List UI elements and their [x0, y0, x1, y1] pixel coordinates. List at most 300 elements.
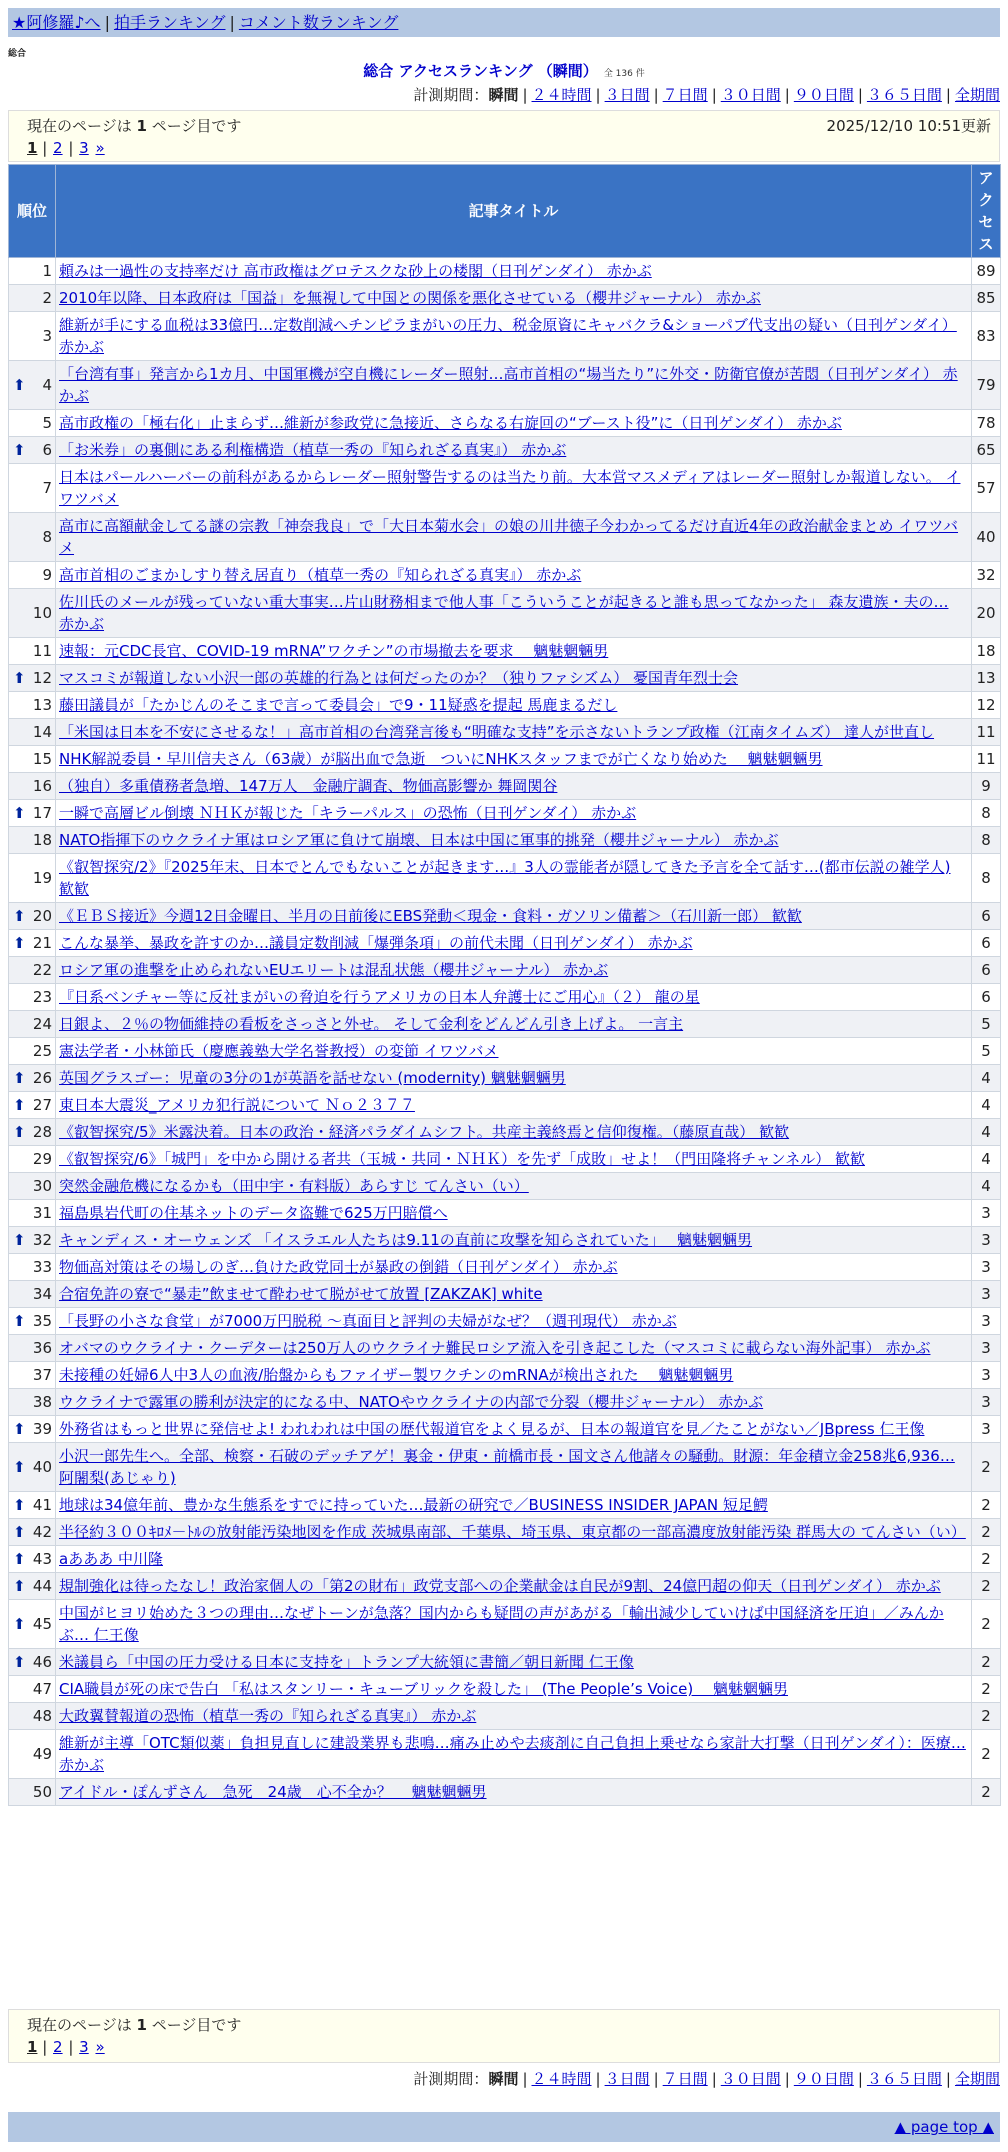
article-link[interactable]: 速報：元CDC長官、COVID-19 mRNA”ワクチン”の市場撤去を要求 魑魅魍魎男 — [59, 642, 609, 660]
period-link[interactable]: ９０日間 — [793, 2070, 854, 2088]
page-separator: | — [37, 139, 53, 157]
rank-cell — [9, 903, 56, 930]
access-count: 89 — [972, 258, 1001, 285]
up-arrow-icon: ⬆ — [13, 441, 26, 459]
access-count: 3 — [972, 1308, 1001, 1335]
period-separator: | — [522, 86, 528, 104]
rank-cell — [9, 1546, 56, 1573]
rank-cell — [9, 854, 56, 903]
rank-cell — [9, 1254, 56, 1281]
page-link[interactable]: 2 — [53, 139, 63, 157]
period-link[interactable]: 全期間 — [954, 86, 1000, 104]
article-link[interactable]: キャンディス・オーウェンズ 「イスラエル人たちは9.11の直前に攻撃を知らされていた」 魑魅魍魎男 — [59, 1231, 753, 1249]
rank-number: 30 — [32, 1177, 52, 1195]
table-row — [9, 773, 1001, 800]
table-row — [9, 692, 1001, 719]
article-link[interactable]: 中国がヒヨリ始めた３つの理由…なぜトーンが急落？国内からも疑問の声があがる「輸出減少していけば中国経済を圧迫」／みんかぶ… 仁王像 — [59, 1604, 944, 1644]
article-link[interactable]: 高市政権の「極右化」止まらず…維新が参政党に急接近、さらなる右旋回の“ブースト役”に（日刊ゲンダイ） 赤かぶ — [59, 414, 842, 432]
page-title-text: 総合 アクセスランキング （瞬間） — [363, 62, 598, 80]
rank-number: 35 — [32, 1312, 52, 1330]
access-count: 3 — [972, 1362, 1001, 1389]
paging-box-bottom — [8, 2009, 1000, 2063]
rank-number: 45 — [32, 1615, 52, 1633]
rank-cell — [9, 1119, 56, 1146]
rank-cell — [9, 719, 56, 746]
rank-number: 40 — [32, 1458, 52, 1476]
table-row — [9, 312, 1001, 361]
article-link[interactable]: こんな暴挙、暴政を許すのか…議員定数削減「爆弾条項」の前代未聞（日刊ゲンダイ） 赤かぶ — [59, 934, 693, 952]
up-arrow-icon: ⬆ — [13, 1069, 26, 1087]
period-link[interactable]: ９０日間 — [793, 86, 854, 104]
table-row — [9, 464, 1001, 513]
up-arrow-icon: ⬆ — [13, 1523, 26, 1541]
page-title — [8, 60, 1000, 81]
rank-cell — [9, 513, 56, 562]
rank-number: 46 — [32, 1653, 52, 1671]
access-count: 8 — [972, 800, 1001, 827]
paging-current: 1 — [136, 2016, 147, 2034]
rank-cell — [9, 1389, 56, 1416]
article-link[interactable]: 日銀よ、２％の物価維持の看板をさっさと外せ。 そして金利をどんどん引き上げよ。 一言主 — [59, 1015, 684, 1033]
up-arrow-icon: ⬆ — [13, 1312, 26, 1330]
title-cell — [56, 692, 972, 719]
period-link[interactable]: 全期間 — [954, 2070, 1000, 2088]
article-link[interactable]: 小沢一郎先生へ。全部、検察・石破のデッチアゲ！裏金・伊東・前橋市長・国文さん他諸々の騒動。財源：年金積立金258兆6,936… 阿闍梨(あじゃり) — [59, 1447, 955, 1487]
paging-suffix: ページ目です — [151, 117, 242, 135]
home-link[interactable]: ★阿修羅♪へ — [12, 13, 101, 32]
page-link[interactable]: 2 — [53, 2038, 63, 2056]
rank-header: 順位 — [9, 165, 56, 258]
access-count: 8 — [972, 854, 1001, 903]
up-arrow-icon: ⬆ — [13, 1420, 26, 1438]
period-separator: | — [595, 86, 601, 104]
rank-number: 12 — [32, 669, 52, 687]
article-link[interactable]: 「お米券」の裏側にある利権構造（植草一秀の『知られざる真実』） 赤かぶ — [59, 441, 567, 459]
access-count: 2 — [972, 1600, 1001, 1649]
access-count: 2 — [972, 1573, 1001, 1600]
table-row — [9, 719, 1001, 746]
title-cell — [56, 361, 972, 410]
title-cell — [56, 258, 972, 285]
article-link[interactable]: 日本はパールハーバーの前科があるからレーダー照射警告するのは当たり前。大本営マスメディアはレーダー照射しか報道しない。 イワツバメ — [59, 468, 961, 508]
title-cell — [56, 827, 972, 854]
period-link[interactable]: ２４時間 — [531, 2070, 592, 2088]
access-count: 6 — [972, 984, 1001, 1011]
rank-cell — [9, 258, 56, 285]
rank-number: 24 — [32, 1015, 52, 1033]
table-row — [9, 1092, 1001, 1119]
comment-ranking-link[interactable]: コメント数ランキング — [238, 13, 399, 32]
access-count: 57 — [972, 464, 1001, 513]
rank-number: 2 — [42, 289, 52, 307]
article-link[interactable]: 物価高対策はその場しのぎ…負けた政党同士が暴政の倒錯（日刊ゲンダイ） 赤かぶ — [59, 1258, 618, 1276]
rank-cell — [9, 638, 56, 665]
rank-cell — [9, 930, 56, 957]
title-cell — [56, 854, 972, 903]
article-link[interactable]: ウクライナで露軍の勝利が決定的になる中、NATOやウクライナの内部で分裂（櫻井ジャーナル） 赤かぶ — [59, 1393, 764, 1411]
table-row — [9, 1065, 1001, 1092]
rank-cell — [9, 1146, 56, 1173]
article-link[interactable]: 英国グラスゴー：児童の3分の1が英語を話せない (modernity) 魑魅魍魎男 — [59, 1069, 566, 1087]
period-separator: | — [857, 86, 863, 104]
period-link[interactable]: ２４時間 — [531, 86, 592, 104]
rank-cell — [9, 1519, 56, 1546]
table-row — [9, 1281, 1001, 1308]
rank-cell — [9, 1173, 56, 1200]
article-link[interactable]: 「台湾有事」発言から1カ月、中国軍機が空自機にレーダー照射…高市首相の“場当たり”に外交・防衛官僚が苦悶（日刊ゲンダイ） 赤かぶ — [59, 365, 958, 405]
title-cell — [56, 312, 972, 361]
rank-cell — [9, 1227, 56, 1254]
rank-number: 9 — [42, 566, 52, 584]
article-link[interactable]: 大政翼賛報道の恐怖（植草一秀の『知られざる真実』） 赤かぶ — [59, 1707, 477, 1725]
article-link[interactable]: 一瞬で高層ビル倒壊 ＮＨＫが報じた「キラーパルス」の恐怖（日刊ゲンダイ） 赤かぶ — [59, 804, 637, 822]
rank-cell — [9, 464, 56, 513]
rank-number: 13 — [32, 696, 52, 714]
article-link[interactable]: 佐川氏のメールが残っていない重大事実…片山財務相まで他人事「こういうことが起きると誰も思ってなかった」 森友遺族・夫の… 赤かぶ — [59, 593, 949, 633]
page-top-link[interactable]: ▲ page top ▲ — [894, 2118, 994, 2136]
article-link[interactable]: オバマのウクライナ・クーデターは250万人のウクライナ難民ロシア流入を引き起こした（マスコミに載らない海外記事） 赤かぶ — [59, 1339, 931, 1357]
article-link[interactable]: 米議員ら「中国の圧力受ける日本に支持を」トランプ大統領に書簡／朝日新聞 仁王像 — [59, 1653, 634, 1671]
rank-cell — [9, 312, 56, 361]
period-link[interactable]: ３６５日間 — [866, 2070, 942, 2088]
rank-number: 4 — [42, 376, 52, 394]
page-link[interactable]: 3 — [79, 139, 89, 157]
article-link[interactable]: 藤田議員が「たかじんのそこまで言って委員会」で9・11疑惑を提起 馬鹿まるだし — [59, 696, 618, 714]
up-arrow-icon: ⬆ — [13, 1123, 26, 1141]
rank-number: 10 — [32, 604, 52, 622]
table-row — [9, 513, 1001, 562]
rank-number: 43 — [32, 1550, 52, 1568]
article-link[interactable]: 福島県岩代町の住基ネットのデータ盗難で625万円賠償へ — [59, 1204, 448, 1222]
period-link[interactable]: ３０日間 — [720, 2070, 781, 2088]
article-link[interactable]: 『日系ベンチャー等に反社まがいの脅迫を行うアメリカの日本人弁護士にご用心』（２） 龍の星 — [59, 988, 700, 1006]
title-cell — [56, 1119, 972, 1146]
next-page-link[interactable]: » — [95, 139, 105, 157]
title-cell — [56, 957, 972, 984]
article-link[interactable]: 未接種の妊婦6人中3人の血液/胎盤からもファイザー製ワクチンのmRNAが検出された 魑魅魍魎男 — [59, 1366, 734, 1384]
page-separator: | — [37, 2038, 53, 2056]
updated-timestamp: 2025/12/10 10:51更新 — [826, 117, 991, 135]
rank-cell — [9, 1362, 56, 1389]
article-link[interactable]: 外務省はもっと世界に発信せよ! われわれは中国の歴代報道官をよく見るが、日本の報道官を見／たことがない／JBpress 仁王像 — [59, 1420, 925, 1438]
table-row — [9, 800, 1001, 827]
article-link[interactable]: 規制強化は待ったなし！政治家個人の「第2の財布」政党支部への企業献金は自民が9割、24億円超の仰天（日刊ゲンダイ） 赤かぶ — [59, 1577, 941, 1595]
period-current: 瞬間 — [488, 2070, 519, 2088]
rank-number: 7 — [42, 479, 52, 497]
title-cell — [56, 1573, 972, 1600]
rank-cell — [9, 1730, 56, 1779]
rank-number: 26 — [32, 1069, 52, 1087]
title-cell — [56, 589, 972, 638]
rank-cell — [9, 957, 56, 984]
table-row — [9, 562, 1001, 589]
paging-status — [27, 2014, 981, 2036]
period-link[interactable]: ３０日間 — [720, 86, 781, 104]
title-cell — [56, 1546, 972, 1573]
rank-number: 28 — [32, 1123, 52, 1141]
article-link[interactable]: 高市に高額献金してる謎の宗教「神奈我良」で「大日本菊水会」の娘の川井徳子今わかってるだけ直近4年の政治献金まとめ イワツバメ — [59, 517, 959, 557]
article-link[interactable]: ロシア軍の進撃を止められないEUエリートは混乱状態（櫻井ジャーナル） 赤かぶ — [59, 961, 609, 979]
period-separator: | — [784, 2070, 790, 2088]
article-link[interactable]: 合宿免許の寮で“暴走”飲ませて酔わせて脱がせて放置 [ZAKZAK] white — [59, 1285, 543, 1303]
table-row — [9, 1779, 1001, 1806]
page-current: 1 — [27, 2038, 38, 2056]
access-count: 6 — [972, 930, 1001, 957]
up-arrow-icon: ⬆ — [13, 1231, 26, 1249]
access-count: 85 — [972, 285, 1001, 312]
table-row — [9, 930, 1001, 957]
title-cell — [56, 1254, 972, 1281]
article-link[interactable]: 2010年以降、日本政府は「国益」を無視して中国との関係を悪化させている（櫻井ジャーナル） 赤かぶ — [59, 289, 761, 307]
up-arrow-icon: ⬆ — [13, 1458, 26, 1476]
rank-number: 31 — [32, 1204, 52, 1222]
next-page-link[interactable]: » — [95, 2038, 105, 2056]
period-label: 計測期間： — [413, 86, 489, 104]
rank-cell — [9, 1492, 56, 1519]
period-link[interactable]: ３６５日間 — [866, 86, 942, 104]
rank-cell — [9, 285, 56, 312]
title-cell — [56, 1065, 972, 1092]
rank-number: 5 — [42, 414, 52, 432]
access-count: 4 — [972, 1119, 1001, 1146]
article-link[interactable]: 地球は34億年前、豊かな生態系をすでに持っていた…最新の研究で／BUSINESS INSIDER JAPAN 短足鰐 — [59, 1496, 768, 1514]
table-row — [9, 1227, 1001, 1254]
table-row — [9, 1703, 1001, 1730]
rank-number: 18 — [32, 831, 52, 849]
table-row — [9, 285, 1001, 312]
title-cell — [56, 1492, 972, 1519]
period-separator: | — [711, 86, 717, 104]
rank-cell — [9, 665, 56, 692]
title-cell — [56, 1600, 972, 1649]
up-arrow-icon: ⬆ — [13, 1496, 26, 1514]
paging-prefix: 現在のページは — [27, 2016, 132, 2034]
period-link[interactable]: ３日間 — [604, 2070, 650, 2088]
article-link[interactable]: NATO指揮下のウクライナ軍はロシア軍に負けて崩壊、日本は中国に軍事的挑発（櫻井ジャーナル） 赤かぶ — [59, 831, 779, 849]
article-link[interactable]: 憲法学者・小林節氏（慶應義塾大学名誉教授）の変節 イワツバメ — [59, 1042, 499, 1060]
title-cell — [56, 1038, 972, 1065]
title-cell — [56, 1281, 972, 1308]
period-separator: | — [595, 2070, 601, 2088]
article-link[interactable]: 頼みは一過性の支持率だけ 高市政権はグロテスクな砂上の楼閣（日刊ゲンダイ） 赤かぶ — [59, 262, 652, 280]
table-row — [9, 1308, 1001, 1335]
title-cell — [56, 285, 972, 312]
page-link[interactable]: 3 — [79, 2038, 89, 2056]
title-cell — [56, 513, 972, 562]
rank-number: 50 — [32, 1783, 52, 1801]
rank-number: 6 — [42, 441, 52, 459]
access-count: 2 — [972, 1703, 1001, 1730]
access-count: 65 — [972, 437, 1001, 464]
period-separator: | — [653, 2070, 659, 2088]
article-link[interactable]: 半径約３００ｷﾛﾒ－ﾄﾙの放射能汚染地図を作成 茨城県南部、千葉県、埼玉県、東京都の一部高濃度放射能汚染 群馬大の てんさい（い） — [59, 1523, 966, 1541]
rank-number: 48 — [32, 1707, 52, 1725]
access-count: 3 — [972, 1254, 1001, 1281]
article-link[interactable]: aあああ 中川隆 — [59, 1550, 163, 1568]
article-link[interactable]: 《叡智探究/5》米露決着。日本の政治・経済パラダイムシフト。共産主義終焉と信仰復権。（藤原直哉） 歓歓 — [59, 1123, 790, 1141]
rank-number: 37 — [32, 1366, 52, 1384]
access-count: 79 — [972, 361, 1001, 410]
rank-number: 41 — [32, 1496, 52, 1514]
title-cell — [56, 437, 972, 464]
rank-number: 49 — [32, 1745, 52, 1763]
access-count: 11 — [972, 746, 1001, 773]
article-link[interactable]: 維新が主導「OTC類似薬」負担見直しに建設業界も悲鳴…痛み止めや去痰剤に自己負担上乗せなら家計大打撃（日刊ゲンダイ）：医療… 赤かぶ — [59, 1734, 966, 1774]
title-cell — [56, 773, 972, 800]
access-count: 3 — [972, 1227, 1001, 1254]
rank-cell — [9, 1335, 56, 1362]
period-current: 瞬間 — [488, 86, 519, 104]
title-cell — [56, 1649, 972, 1676]
rank-number: 32 — [32, 1231, 52, 1249]
rank-number: 1 — [42, 262, 52, 280]
rank-number: 11 — [32, 642, 52, 660]
pagination — [27, 2036, 981, 2058]
rank-cell — [9, 1649, 56, 1676]
article-link[interactable]: 東日本大震災_アメリカ犯行説について Ｎｏ２３７７ — [59, 1096, 415, 1114]
table-row — [9, 258, 1001, 285]
up-arrow-icon: ⬆ — [13, 1577, 26, 1595]
access-count: 3 — [972, 1335, 1001, 1362]
title-cell — [56, 1779, 972, 1806]
title-cell — [56, 746, 972, 773]
period-separator: | — [784, 86, 790, 104]
period-link[interactable]: ７日間 — [662, 2070, 708, 2088]
access-count: 2 — [972, 1676, 1001, 1703]
rank-cell — [9, 361, 56, 410]
access-count: 20 — [972, 589, 1001, 638]
rank-cell — [9, 1092, 56, 1119]
article-link[interactable]: アイドル・ぽんずさん 急死 24歳 心不全か？ 魑魅魍魎男 — [59, 1783, 487, 1801]
title-cell — [56, 1730, 972, 1779]
article-link[interactable]: 突然金融危機になるかも（田中宇・有料版）あらすじ てんさい（い） — [59, 1177, 529, 1195]
ranking-table — [8, 164, 1001, 1806]
period-link[interactable]: ７日間 — [662, 86, 708, 104]
period-link[interactable]: ３日間 — [604, 86, 650, 104]
clap-ranking-link[interactable]: 拍手ランキング — [113, 13, 226, 32]
access-count: 5 — [972, 1011, 1001, 1038]
rank-cell — [9, 773, 56, 800]
access-count: 40 — [972, 513, 1001, 562]
table-row — [9, 1676, 1001, 1703]
table-row — [9, 854, 1001, 903]
title-cell — [56, 1227, 972, 1254]
table-row — [9, 827, 1001, 854]
rank-cell — [9, 437, 56, 464]
rank-cell — [9, 1573, 56, 1600]
access-count: 2 — [972, 1519, 1001, 1546]
article-link[interactable]: 高市首相のごまかしすり替え居直り（植草一秀の『知られざる真実』） 赤かぶ — [59, 566, 582, 584]
access-count: 3 — [972, 1389, 1001, 1416]
ranking-table-body — [9, 258, 1001, 1806]
up-arrow-icon: ⬆ — [13, 1550, 26, 1568]
rank-number: 19 — [32, 869, 52, 887]
rank-cell — [9, 1779, 56, 1806]
access-count: 3 — [972, 1281, 1001, 1308]
period-separator: | — [653, 86, 659, 104]
rank-cell — [9, 1200, 56, 1227]
title-cell — [56, 1703, 972, 1730]
article-link[interactable]: 《ＥＢＳ接近》今週12日金曜日、半月の日前後にEBS発動＜現金・食料・ガソリン備蓄＞（石川新一郎） 歓歓 — [59, 907, 802, 925]
page-current: 1 — [27, 139, 38, 157]
access-count: 78 — [972, 410, 1001, 437]
rank-number: 39 — [32, 1420, 52, 1438]
rank-cell — [9, 1281, 56, 1308]
table-row — [9, 1649, 1001, 1676]
table-row — [9, 1335, 1001, 1362]
access-count: 3 — [972, 1416, 1001, 1443]
table-row — [9, 1416, 1001, 1443]
up-arrow-icon: ⬆ — [13, 1096, 26, 1114]
title-cell — [56, 638, 972, 665]
rank-cell — [9, 589, 56, 638]
rank-number: 14 — [32, 723, 52, 741]
article-link[interactable]: マスコミが報道しない小沢一郎の英雄的行為とは何だったのか？（独りファシズム） 憂国青年烈士会 — [59, 669, 739, 687]
title-cell — [56, 1519, 972, 1546]
access-count: 4 — [972, 1065, 1001, 1092]
access-count: 3 — [972, 1200, 1001, 1227]
rank-number: 23 — [32, 988, 52, 1006]
title-cell — [56, 719, 972, 746]
table-row — [9, 984, 1001, 1011]
title-cell — [56, 1308, 972, 1335]
rank-number: 3 — [42, 327, 52, 345]
rank-number: 27 — [32, 1096, 52, 1114]
title-cell — [56, 1092, 972, 1119]
article-link[interactable]: 維新が手にする血税は33億円…定数削減へチンピラまがいの圧力、税金原資にキャバクラ&ショーパブ代支出の疑い（日刊ゲンダイ） 赤かぶ — [59, 316, 957, 356]
up-arrow-icon: ⬆ — [13, 934, 26, 952]
title-cell — [56, 1676, 972, 1703]
access-count: 2 — [972, 1779, 1001, 1806]
period-separator: | — [522, 2070, 528, 2088]
page-separator: | — [63, 2038, 79, 2056]
up-arrow-icon: ⬆ — [13, 376, 26, 394]
period-label: 計測期間： — [413, 2070, 489, 2088]
article-link[interactable]: 「長野の小さな食堂」が7000万円脱税 ～真面目と評判の夫婦がなぜ？（週刊現代） 赤かぶ — [59, 1312, 677, 1330]
access-count: 13 — [972, 665, 1001, 692]
article-link[interactable]: （独自）多重債務者急増、147万人 金融庁調査、物価高影響か 舞岡関谷 — [59, 777, 558, 795]
title-cell — [56, 1416, 972, 1443]
article-link[interactable]: NHK解説委員・早川信夫さん（63歳）が脳出血で急逝 ついにNHKスタッフまでが亡くなり始めた 魑魅魍魎男 — [59, 750, 823, 768]
table-row — [9, 1362, 1001, 1389]
article-link[interactable]: 《叡智探究/6》「城門」を中から開ける者共（玉城・共同・ＮＨＫ）を先ず「成敗」せよ！（門田隆将チャンネル） 歓歓 — [59, 1150, 865, 1168]
up-arrow-icon: ⬆ — [13, 1653, 26, 1671]
rank-number: 34 — [32, 1285, 52, 1303]
title-cell — [56, 464, 972, 513]
table-row — [9, 957, 1001, 984]
up-arrow-icon: ⬆ — [13, 669, 26, 687]
rank-number: 33 — [32, 1258, 52, 1276]
title-cell — [56, 1443, 972, 1492]
rank-number: 15 — [32, 750, 52, 768]
article-link[interactable]: 《叡智探究/2》『2025年末、日本でとんでもないことが起きます…』3人の霊能者が隠してきた予言を全て話す…(都市伝説の雑学人) 歓歓 — [59, 858, 951, 898]
access-count: 6 — [972, 957, 1001, 984]
rank-number: 16 — [32, 777, 52, 795]
title-cell — [56, 1335, 972, 1362]
table-header-row — [9, 165, 1001, 258]
period-separator: | — [711, 2070, 717, 2088]
rank-number: 44 — [32, 1577, 52, 1595]
article-link[interactable]: CIA職員が死の床で告白 「私はスタンリー・キューブリックを殺した」 (The People’s Voice) 魑魅魍魎男 — [59, 1680, 788, 1698]
rank-cell — [9, 1676, 56, 1703]
table-row — [9, 437, 1001, 464]
title-cell — [56, 984, 972, 1011]
rank-number: 21 — [32, 934, 52, 952]
rank-cell — [9, 1443, 56, 1492]
access-count: 32 — [972, 562, 1001, 589]
article-link[interactable]: 「米国は日本を不安にさせるな！」高市首相の台湾発言後も“明確な支持”を示さないトランプ政権（江南タイムズ） 達人が世直し — [59, 723, 935, 741]
rank-cell — [9, 1308, 56, 1335]
